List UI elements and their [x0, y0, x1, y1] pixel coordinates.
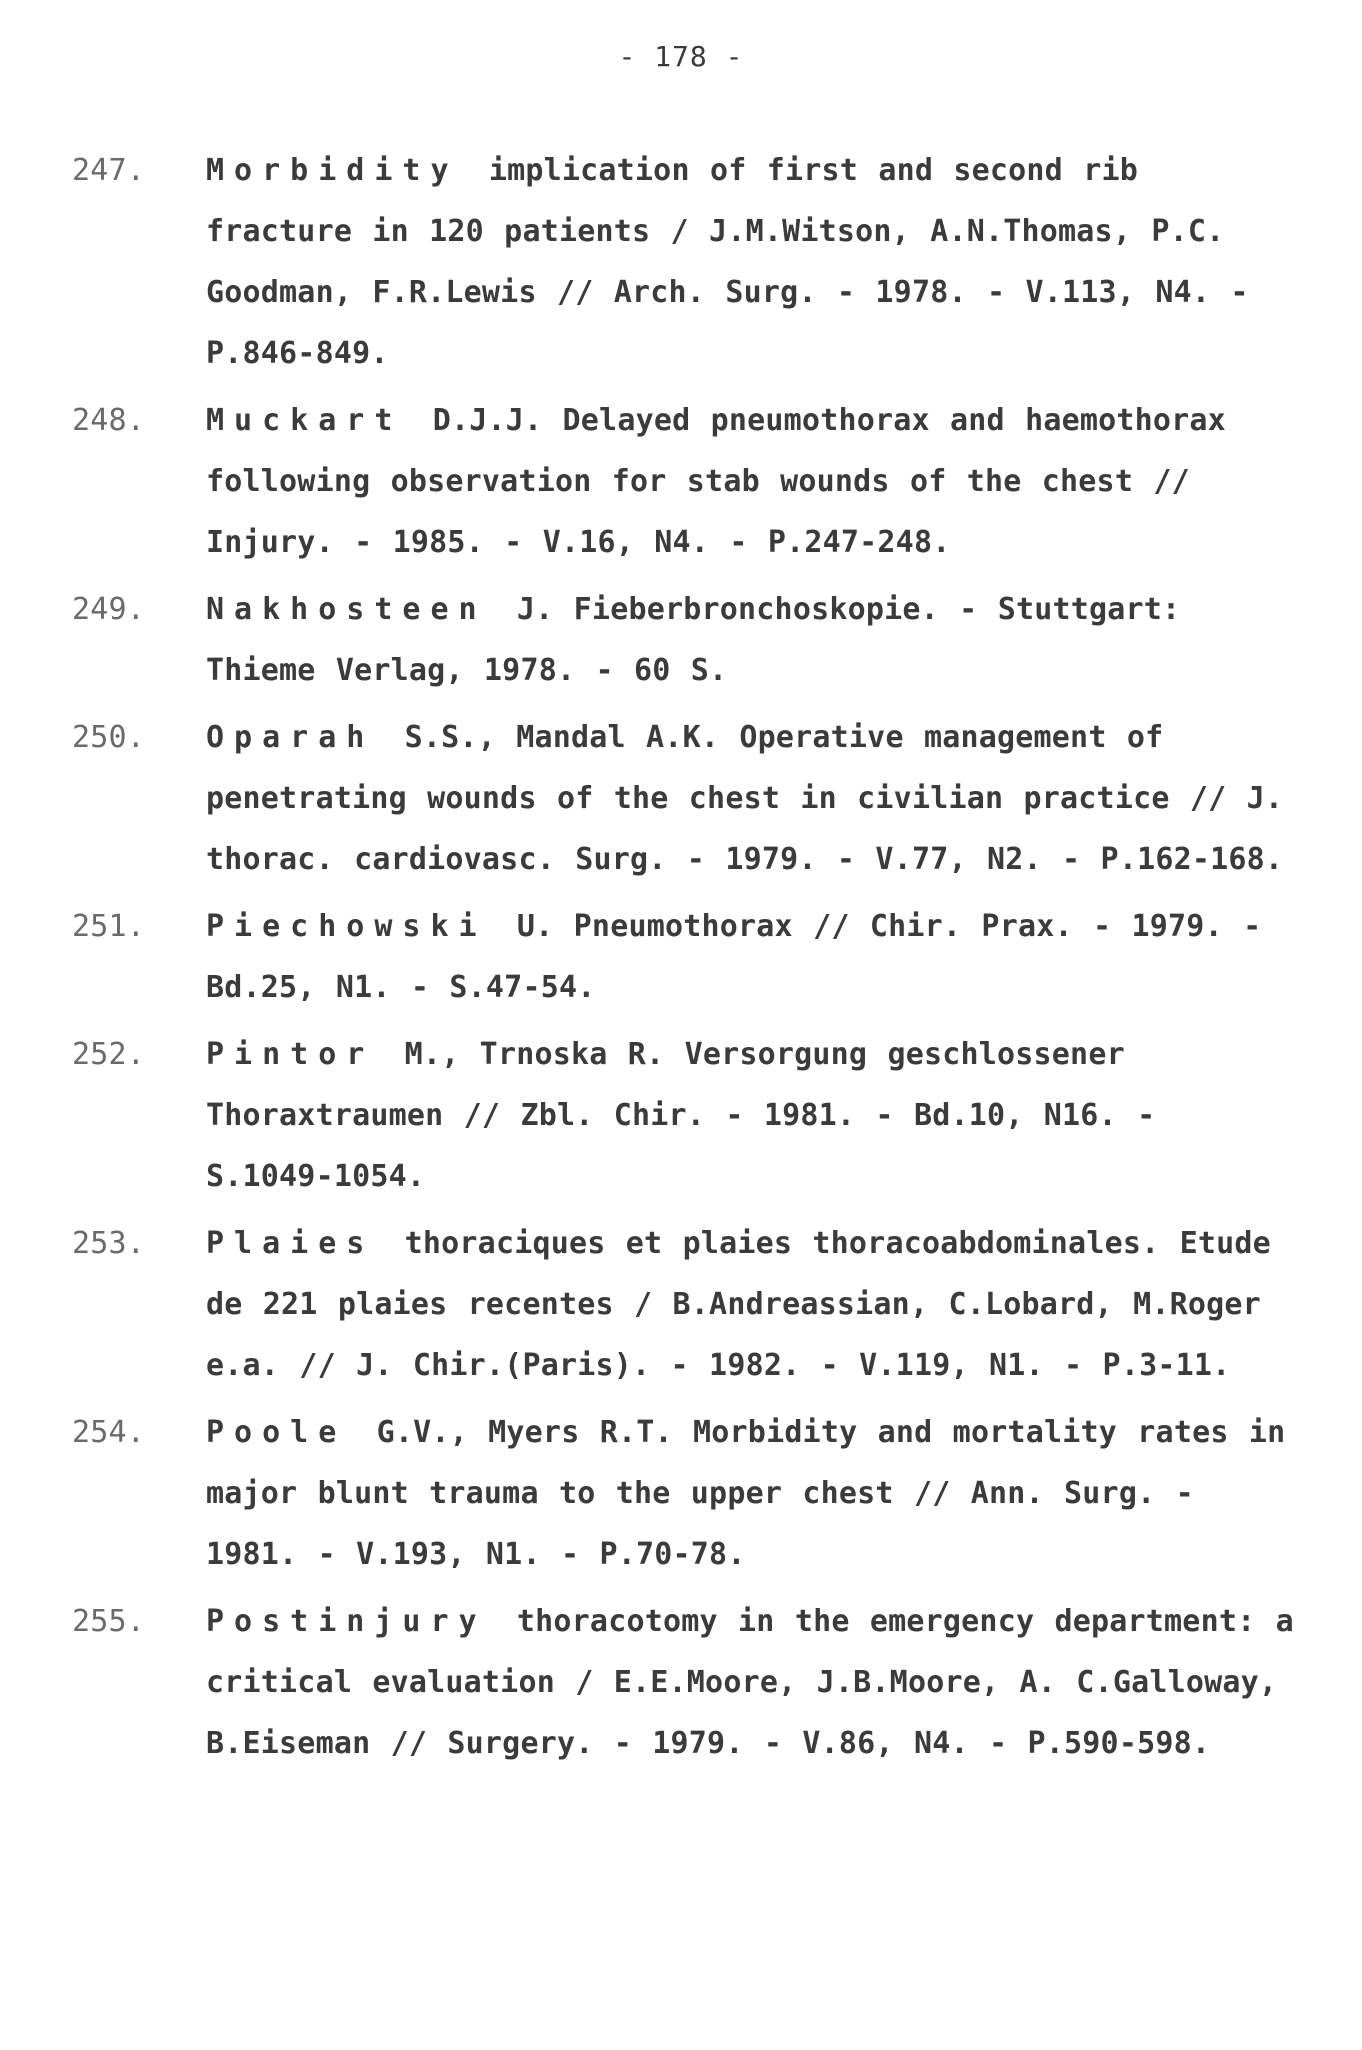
reference-text: J. Fieberbronchoskopie. - Stuttgart: Thieme Verlag, 1978. - 60 S.	[206, 592, 1181, 688]
reference-author: Muckart	[206, 403, 403, 438]
reference-author: Nakhosteen	[206, 592, 487, 627]
reference-author: Postinjury	[206, 1604, 487, 1639]
reference-number: 247.	[72, 153, 146, 188]
reference-number: 248.	[72, 403, 146, 438]
reference-text: M., Trnoska R. Versorgung geschlossener Thoraxtraumen // Zbl. Chir. - 1981. - Bd.10, N16. - S.1049-1054.	[206, 1037, 1156, 1194]
reference-author: Pintor	[206, 1037, 375, 1072]
reference-item	[72, 707, 1302, 890]
reference-number: 253.	[72, 1226, 146, 1261]
reference-body	[72, 390, 1302, 573]
reference-item	[72, 140, 1302, 384]
reference-text: thoraciques et plaies thoracoabdominales. Etude de 221 plaies recentes / B.Andreassian, C.Lobard, M.Roger e.a. // J. Chir.(Paris). - 1982. - V.119, N1. - P.3-11.	[206, 1226, 1271, 1383]
reference-body	[72, 579, 1302, 701]
reference-author: Oparah	[206, 720, 375, 755]
reference-text: implication of first and second rib fracture in 120 patients / J.M.Witson, A.N.Thomas, P.C. Goodman, F.R.Lewis // Arch. Surg. - 1978. - V.113, N4. - P.846-849.	[206, 153, 1249, 371]
reference-text: S.S., Mandal A.K. Operative management of penetrating wounds of the chest in civilian practice // J. thorac. cardiovasc. Surg. - 1979. - V.77, N2. - P.162-168.	[206, 720, 1284, 877]
reference-number: 252.	[72, 1037, 146, 1072]
reference-author: Piechowski	[206, 909, 487, 944]
reference-number: 249.	[72, 592, 146, 627]
reference-item	[72, 896, 1302, 1018]
reference-body	[72, 1024, 1302, 1207]
reference-author: Poole	[206, 1415, 347, 1450]
reference-body	[72, 707, 1302, 890]
reference-text: G.V., Myers R.T. Morbidity and mortality rates in major blunt trauma to the upper chest // Ann. Surg. - 1981. - V.193, N1. - P.70-78.	[206, 1415, 1286, 1572]
reference-item	[72, 1213, 1302, 1396]
reference-body	[72, 1213, 1302, 1396]
page-number: - 178 -	[618, 40, 744, 73]
reference-number: 250.	[72, 720, 146, 755]
reference-text: thoracotomy in the emergency department: a critical evaluation / E.E.Moore, J.B.Moore, A. C.Galloway, B.Eiseman // Surgery. - 1979. - V.86, N4. - P.590-598.	[206, 1604, 1294, 1761]
reference-item	[72, 1024, 1302, 1207]
reference-number: 251.	[72, 909, 146, 944]
reference-item	[72, 390, 1302, 573]
reference-body	[72, 140, 1302, 384]
reference-number: 254.	[72, 1415, 146, 1450]
reference-number: 255.	[72, 1604, 146, 1639]
reference-text: D.J.J. Delayed pneumothorax and haemothorax following observation for stab wounds of the chest // Injury. - 1985. - V.16, N4. - P.247-248.	[206, 403, 1226, 560]
reference-list	[72, 140, 1302, 1774]
reference-text: U. Pneumothorax // Chir. Prax. - 1979. - Bd.25, N1. - S.47-54.	[206, 909, 1262, 1005]
reference-author: Morbidity	[206, 153, 459, 188]
reference-body	[72, 896, 1302, 1018]
reference-author: Plaies	[206, 1226, 375, 1261]
reference-body	[72, 1402, 1302, 1585]
reference-item	[72, 1591, 1302, 1774]
reference-item	[72, 579, 1302, 701]
reference-item	[72, 1402, 1302, 1585]
reference-body	[72, 1591, 1302, 1774]
